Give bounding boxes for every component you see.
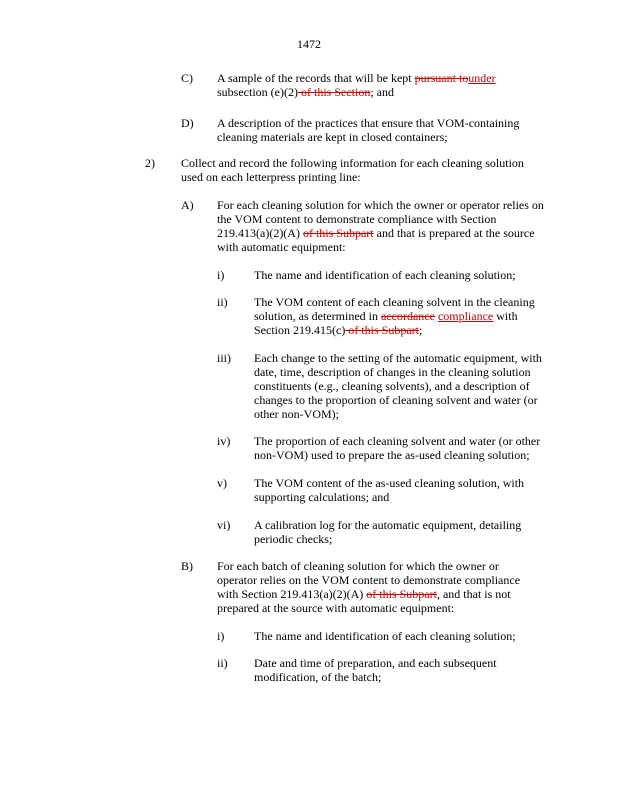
page-number: 1472: [297, 37, 321, 51]
item-text: [254, 295, 546, 337]
text-run: with Section 219.415(c): [254, 309, 518, 337]
item-marker: C): [181, 71, 193, 85]
item-marker: i): [217, 629, 225, 643]
text-run: A calibration log for the automatic equipment, detailing periodic checks;: [254, 518, 522, 546]
item-text: [254, 518, 546, 546]
item-text: [181, 156, 526, 184]
item-marker: iv): [217, 434, 231, 448]
text-run: ;: [418, 323, 423, 337]
text-run: The proportion of each cleaning solvent and water (or other non-VOM) used to prepare the as-used cleaning solution;: [254, 434, 541, 462]
deleted-text: of this Subpart: [366, 587, 437, 601]
deleted-text: accordance: [380, 309, 435, 323]
item-marker: ii): [217, 656, 228, 670]
item-text: [217, 559, 535, 615]
text-run: For each cleaning solution for which the owner or operator relies on the VOM content to demonstrate compliance with Section 219.413(a)(2)(A): [217, 198, 544, 240]
item-text: [217, 198, 547, 254]
item-text: [254, 351, 546, 421]
item-marker: B): [181, 559, 193, 573]
item-marker: D): [181, 116, 194, 130]
item-marker: v): [217, 476, 227, 490]
item-text: [254, 434, 550, 462]
inserted-text: under: [468, 71, 496, 85]
text-run: , and that is not prepared at the source with automatic equipment:: [217, 587, 511, 615]
text-run: Each change to the setting of the automatic equipment, with date, time, description of changes in the cleaning solution constituents (e.g., cleaning solvents), and a description of changes to the proportion of cleaning solvent and water (or other non-VOM);: [254, 351, 542, 421]
deleted-text: pursuant to: [414, 71, 469, 85]
text-run: The name and identification of each cleaning solution;: [254, 629, 516, 643]
text-run: ; and: [370, 85, 394, 99]
text-run: The name and identification of each cleaning solution;: [254, 268, 516, 282]
text-run: and that is prepared at the source with automatic equipment:: [217, 226, 535, 254]
text-run: The VOM content of each cleaning solvent in the cleaning solution, as determined in: [254, 295, 535, 323]
text-run: subsection (e)(2): [217, 85, 298, 99]
item-marker: vi): [217, 518, 231, 532]
item-text: [217, 71, 527, 99]
text-run: For each batch of cleaning solution for which the owner or operator relies on the VOM content to demonstrate compliance with Section 219.413(a)(2)(A): [217, 559, 521, 601]
deleted-text: of this Section: [297, 85, 371, 99]
item-marker: 2): [145, 156, 155, 170]
item-marker: iii): [217, 351, 231, 365]
item-marker: i): [217, 268, 225, 282]
item-text: [254, 476, 544, 504]
item-text: [254, 268, 554, 282]
item-marker: ii): [217, 295, 228, 309]
item-text: [217, 116, 535, 144]
text-run: The VOM content of the as-used cleaning solution, with supporting calculations; and: [254, 476, 525, 504]
text-run: A sample of the records that will be kept: [217, 71, 415, 85]
deleted-text: of this Subpart: [345, 323, 419, 337]
text-run: Collect and record the following information for each cleaning solution used on each letterpress printing line:: [181, 156, 524, 184]
item-marker: A): [181, 198, 194, 212]
item-text: [254, 656, 542, 684]
deleted-text: of this Subpart: [302, 226, 374, 240]
text-run: A description of the practices that ensure that VOM-containing cleaning materials are kept in closed containers;: [217, 116, 520, 144]
text-run: Date and time of preparation, and each subsequent modification, of the batch;: [254, 656, 497, 684]
item-text: [254, 629, 554, 643]
inserted-text: compliance: [437, 309, 494, 323]
